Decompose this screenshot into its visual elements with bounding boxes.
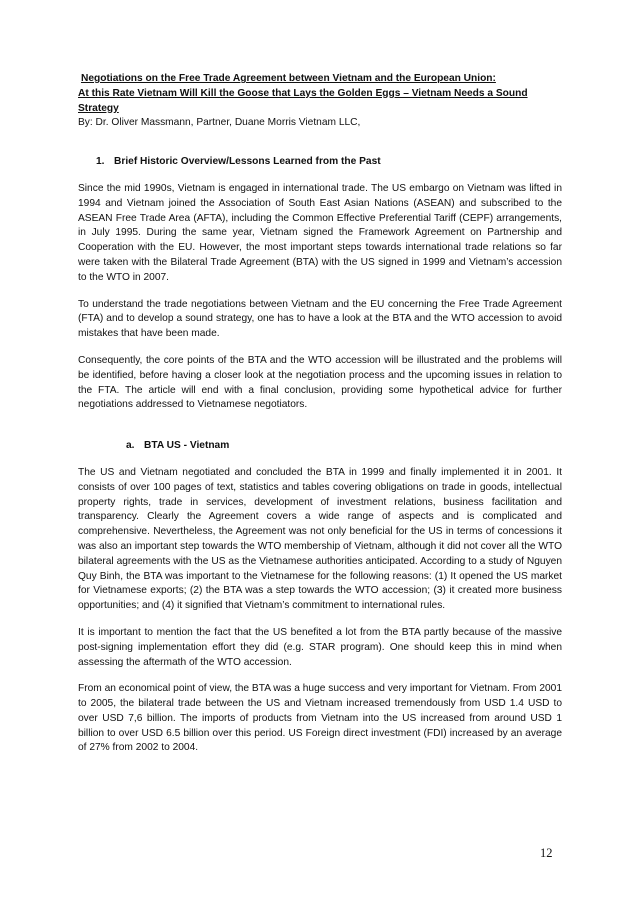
section-a-title: BTA US - Vietnam <box>144 440 230 452</box>
title-line-2: At this Rate Vietnam Will Kill the Goose that Lays the Golden Eggs – Vietnam Needs a Sound Strategy <box>78 87 528 114</box>
page-number: 12 <box>540 846 553 860</box>
paragraph: The US and Vietnam negotiated and concluded the BTA in 1999 and finally implemented it in 2001. It consists of over 100 pages of text, statistics and tables covering obligations on trade in goods, intellectual property rights, trade in services, development of investment relations, business facilitation and transparency. Clearly the Agreement covers a wide range of aspects and is complicated and comprehensive. Nevertheless, the Agreement was not only beneficial for the US in terms of concessions it was also an important step towards the WTO membership of Vietnam, although it did not cover all the WTO bilateral agreements with the US as the Vietnamese authorities anticipated. According to a study of Nguyen Quy Binh, the BTA was important to the Vietnamese for the following reasons: (1) It opened the US market for Vietnamese exports; (2) the BTA was a step towards the WTO accession; (3) it created more business opportunities; and (4) it signified that Vietnam’s commitment to international rules. <box>78 466 562 612</box>
title-line-1: Negotiations on the Free Trade Agreement between Vietnam and the European Union: <box>81 73 496 84</box>
document-page <box>78 72 562 768</box>
paragraph: From an economical point of view, the BTA was a huge success and very important for Vietnam. From 2001 to 2005, the bilateral trade between the US and Vietnam increased tremendously from USD 1.4 USD to over USD 7,6 billion. The imports of products from Vietnam into the US increased from around USD 1 billion to over USD 6.5 billion over this period. US Foreign direct investment (FDI) increased by an average of 27% from 2002 to 2004. <box>78 683 562 754</box>
byline: By: Dr. Oliver Massmann, Partner, Duane Morris Vietnam LLC, <box>78 117 361 129</box>
section-1-heading <box>96 155 562 170</box>
article-title <box>78 72 562 116</box>
paragraph: Since the mid 1990s, Vietnam is engaged in international trade. The US embargo on Vietnam was lifted in 1994 and Vietnam joined the Association of South East Asian Nations (ASEAN) and subscribed to the ASEAN Free Trade Area (AFTA), including the Common Effective Preferential Tariff (CEPF) arrangements, in July 1995. During the same year, Vietnam signed the Framework Agreement on Partnership and Cooperation with the EU. However, the most important steps towards international trade relations so far were taken with the Bilateral Trade Agreement (BTA) with the US signed in 1999 and Vietnam’s accession to the WTO in 2007. <box>78 182 562 283</box>
section-a-heading <box>126 439 562 454</box>
section-1-number: 1. <box>96 156 105 168</box>
paragraph: Consequently, the core points of the BTA and the WTO accession will be illustrated and the problems will be identified, before having a closer look at the negotiation process and the upcoming issues in relation to the FTA. The article will end with a final conclusion, providing some hypothetical advice for further negotiations addressed to Vietnamese negotiators. <box>78 354 562 411</box>
section-1-title: Brief Historic Overview/Lessons Learned from the Past <box>114 156 381 168</box>
paragraph: To understand the trade negotiations between Vietnam and the EU concerning the Free Trade Agreement (FTA) and to develop a sound strategy, one has to have a look at the BTA and the WTO accession to avoid mistakes that have been made. <box>78 298 562 340</box>
section-a-number: a. <box>126 440 135 452</box>
paragraph: It is important to mention the fact that the US benefited a lot from the BTA partly because of the massive post-signing implementation effort they did (e.g. STAR program). One should keep this in mind when assessing the aftermath of the WTO accession. <box>78 626 562 668</box>
